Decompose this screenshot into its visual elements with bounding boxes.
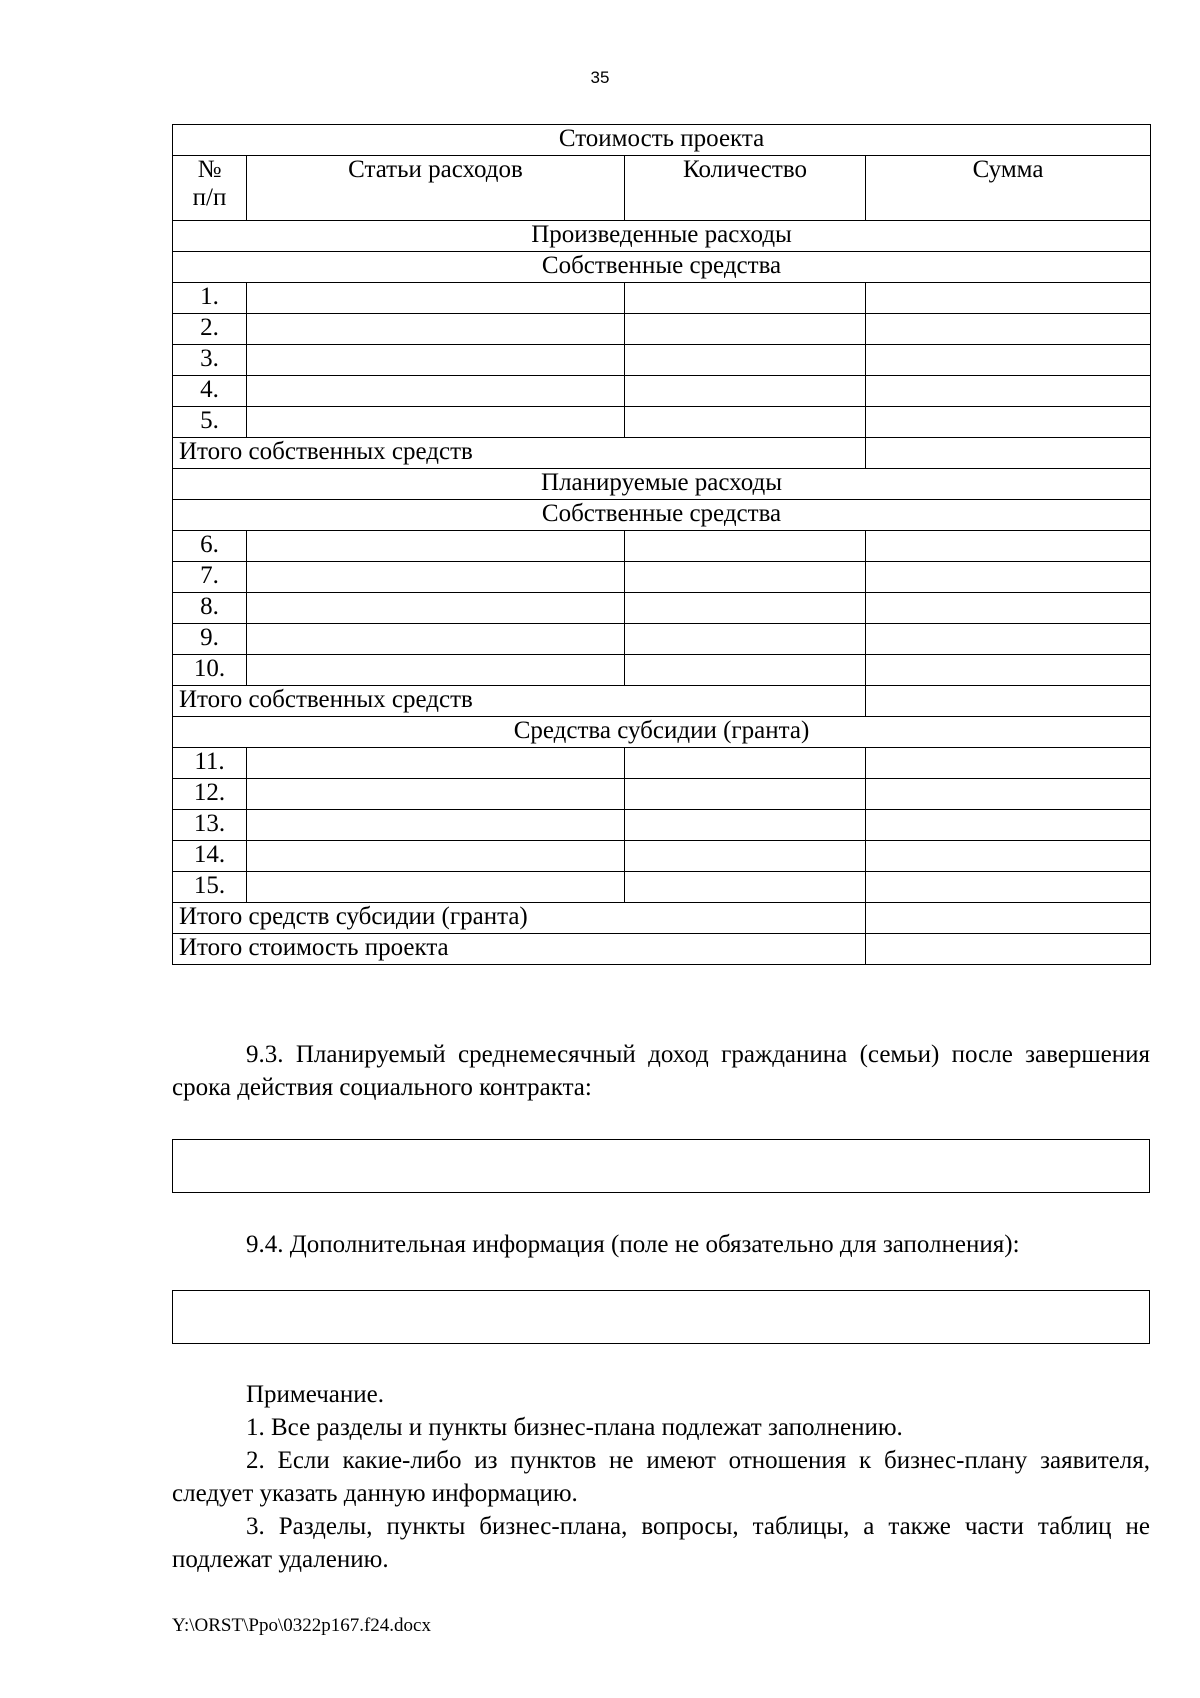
expense-item-cell[interactable]	[247, 376, 625, 407]
table-row	[173, 624, 1151, 655]
total-own-funds-label: Итого собственных средств	[173, 686, 866, 717]
quantity-cell[interactable]	[625, 779, 866, 810]
total-project-cost-row	[173, 934, 1151, 965]
subsection-subsidy: Средства субсидии (гранта)	[173, 717, 1151, 748]
row-number: 11.	[173, 748, 247, 779]
total-own-funds-label: Итого собственных средств	[173, 438, 866, 469]
sum-cell[interactable]	[866, 376, 1151, 407]
row-number: 8.	[173, 593, 247, 624]
total-own-funds-value[interactable]	[866, 438, 1151, 469]
table-row	[173, 841, 1151, 872]
page-number: 35	[590, 68, 610, 87]
table-title-row	[173, 125, 1151, 156]
subsection-own-funds: Собственные средства	[173, 500, 1151, 531]
table-row	[173, 593, 1151, 624]
note-item-2: 2. Если какие-либо из пунктов не имеют отношения к бизнес-плану заявителя, следует указать данную информацию.	[172, 1447, 1150, 1507]
row-number: 10.	[173, 655, 247, 686]
section-incurred-expenses-row	[173, 221, 1151, 252]
quantity-cell[interactable]	[625, 810, 866, 841]
table-row	[173, 562, 1151, 593]
table-row	[173, 655, 1151, 686]
table-row	[173, 407, 1151, 438]
quantity-cell[interactable]	[625, 655, 866, 686]
expense-item-cell[interactable]	[247, 562, 625, 593]
table-row	[173, 531, 1151, 562]
quantity-cell[interactable]	[625, 376, 866, 407]
expense-item-cell[interactable]	[247, 345, 625, 376]
expense-item-cell[interactable]	[247, 779, 625, 810]
row-number: 13.	[173, 810, 247, 841]
expense-item-cell[interactable]	[247, 283, 625, 314]
expense-item-cell[interactable]	[247, 841, 625, 872]
quantity-cell[interactable]	[625, 562, 866, 593]
sum-cell[interactable]	[866, 407, 1151, 438]
row-number: 4.	[173, 376, 247, 407]
row-number: 9.	[173, 624, 247, 655]
sum-cell[interactable]	[866, 531, 1151, 562]
quantity-cell[interactable]	[625, 283, 866, 314]
project-cost-table	[172, 124, 1151, 965]
total-own-funds-row	[173, 438, 1151, 469]
quantity-cell[interactable]	[625, 624, 866, 655]
sum-cell[interactable]	[866, 655, 1151, 686]
expense-item-cell[interactable]	[247, 531, 625, 562]
file-path-footer: Y:\ORST\Ppo\0322p167.f24.docx	[172, 1615, 431, 1636]
quantity-cell[interactable]	[625, 407, 866, 438]
total-subsidy-value[interactable]	[866, 903, 1151, 934]
total-project-cost-value[interactable]	[866, 934, 1151, 965]
expense-item-cell[interactable]	[247, 593, 625, 624]
table-title: Стоимость проекта	[173, 125, 1151, 156]
table-row	[173, 376, 1151, 407]
sum-cell[interactable]	[866, 624, 1151, 655]
sum-cell[interactable]	[866, 593, 1151, 624]
header-sum: Сумма	[866, 156, 1151, 221]
sum-cell[interactable]	[866, 841, 1151, 872]
total-own-funds-row	[173, 686, 1151, 717]
section-incurred-expenses: Произведенные расходы	[173, 221, 1151, 252]
total-subsidy-row	[173, 903, 1151, 934]
expense-item-cell[interactable]	[247, 872, 625, 903]
table-row	[173, 748, 1151, 779]
row-number: 3.	[173, 345, 247, 376]
row-number: 6.	[173, 531, 247, 562]
sum-cell[interactable]	[866, 314, 1151, 345]
row-number: 2.	[173, 314, 247, 345]
total-subsidy-label: Итого средств субсидии (гранта)	[173, 903, 866, 934]
expense-item-cell[interactable]	[247, 314, 625, 345]
table-row	[173, 872, 1151, 903]
subsection-own-funds: Собственные средства	[173, 252, 1151, 283]
table-row	[173, 283, 1151, 314]
table-row	[173, 314, 1151, 345]
quantity-cell[interactable]	[625, 841, 866, 872]
expense-item-cell[interactable]	[247, 748, 625, 779]
sum-cell[interactable]	[866, 562, 1151, 593]
sum-cell[interactable]	[866, 810, 1151, 841]
table-row	[173, 810, 1151, 841]
row-number: 12.	[173, 779, 247, 810]
section-planned-expenses: Планируемые расходы	[173, 469, 1151, 500]
expense-item-cell[interactable]	[247, 810, 625, 841]
expense-item-cell[interactable]	[247, 624, 625, 655]
section-9-4-text: 9.4. Дополнительная информация (поле не обязательно для заполнения):	[246, 1231, 1020, 1258]
planned-income-field[interactable]	[172, 1139, 1150, 1193]
header-number: № п/п	[173, 156, 247, 221]
subsection-own-funds-row	[173, 252, 1151, 283]
sum-cell[interactable]	[866, 748, 1151, 779]
sum-cell[interactable]	[866, 872, 1151, 903]
expense-item-cell[interactable]	[247, 655, 625, 686]
table-row	[173, 345, 1151, 376]
table-header-row	[173, 156, 1151, 221]
row-number: 5.	[173, 407, 247, 438]
subsection-own-funds-row	[173, 500, 1151, 531]
header-expense-items: Статьи расходов	[247, 156, 625, 221]
sum-cell[interactable]	[866, 779, 1151, 810]
note-item-1: 1. Все разделы и пункты бизнес-плана подлежат заполнению.	[246, 1414, 903, 1441]
section-planned-expenses-row	[173, 469, 1151, 500]
quantity-cell[interactable]	[625, 872, 866, 903]
row-number: 1.	[173, 283, 247, 314]
sum-cell[interactable]	[866, 345, 1151, 376]
total-own-funds-value[interactable]	[866, 686, 1151, 717]
quantity-cell[interactable]	[625, 748, 866, 779]
row-number: 14.	[173, 841, 247, 872]
note-item-3: 3. Разделы, пункты бизнес-плана, вопросы, таблицы, а также части таблиц не подлежат удалению.	[172, 1513, 1150, 1573]
expense-item-cell[interactable]	[247, 407, 625, 438]
quantity-cell[interactable]	[625, 531, 866, 562]
total-project-cost-label: Итого стоимость проекта	[173, 934, 866, 965]
section-9-3-text: 9.3. Планируемый среднемесячный доход гражданина (семьи) после завершения срока действия социального контракта:	[172, 1041, 1150, 1101]
subsection-subsidy-row	[173, 717, 1151, 748]
additional-info-field[interactable]	[172, 1290, 1150, 1344]
quantity-cell[interactable]	[625, 314, 866, 345]
quantity-cell[interactable]	[625, 593, 866, 624]
notes-title: Примечание.	[246, 1381, 385, 1408]
row-number: 7.	[173, 562, 247, 593]
quantity-cell[interactable]	[625, 345, 866, 376]
header-quantity: Количество	[625, 156, 866, 221]
row-number: 15.	[173, 872, 247, 903]
sum-cell[interactable]	[866, 283, 1151, 314]
table-row	[173, 779, 1151, 810]
